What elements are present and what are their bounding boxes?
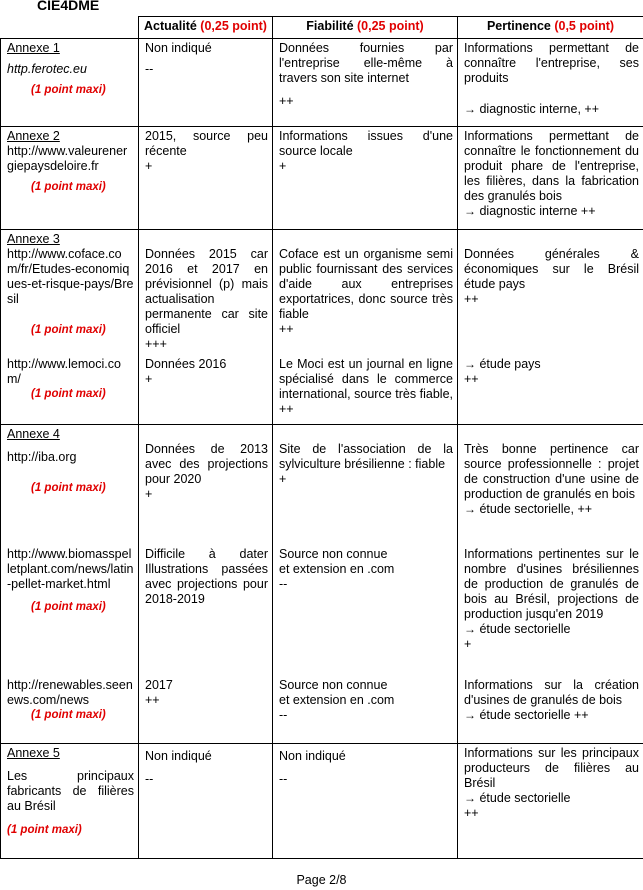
annexe-label: Annexe 3: [7, 232, 60, 246]
arrow-icon: →: [464, 204, 476, 218]
annexe-label: Annexe 4: [7, 427, 60, 441]
pertinence-cell: → étude pays ++: [458, 355, 643, 425]
points-label: (1 point maxi): [31, 181, 106, 193]
document-title: CIE4DME: [37, 0, 100, 13]
annexe-label: Annexe 2: [7, 129, 60, 143]
pertinence-cell: Informations sur la création d'usines de granulés de bois → étude sectorielle ++: [458, 676, 643, 744]
source-url[interactable]: http://www.valeurenergiepaysdeloire.fr: [7, 144, 128, 173]
annexe-label: Annexe 5: [7, 746, 60, 760]
arrow-icon: →: [464, 707, 476, 722]
actualite-cell: 2017 ++: [139, 676, 273, 744]
source-cell: [1, 425, 139, 545]
table-row: [1, 355, 643, 425]
pertinence-cell: Informations permettant de connaître l'entreprise, ses produits → diagnostic interne, ++: [458, 39, 643, 127]
fiabilite-cell: Site de l'association de la sylviculture brésilienne : fiable +: [273, 425, 458, 545]
actualite-cell: Données de 2013 avec des projections pour 2020 +: [139, 425, 273, 545]
arrow-icon: →: [464, 356, 476, 371]
pertinence-cell: Données générales & économiques sur le Brésil étude pays ++: [458, 230, 643, 355]
source-cell: [1, 545, 139, 676]
points-label: (1 point maxi): [7, 824, 82, 836]
annexe-label: Annexe 1: [7, 41, 60, 55]
actualite-cell: Difficile à dater Illustrations passées avec projections pour 2018-2019: [139, 545, 273, 676]
source-url[interactable]: http://www.lemoci.com/: [7, 356, 121, 386]
header-actualite: Actualité (0,25 point): [139, 17, 273, 39]
table-row: [1, 744, 643, 859]
actualite-cell: Non indiqué --: [139, 744, 273, 859]
source-cell: [1, 230, 139, 355]
source-cell: [1, 39, 139, 127]
source-cell: [1, 355, 139, 425]
pertinence-cell: Informations permettant de connaître le fonctionnement du produit phare de l'entreprise, les filières, dans la fabrication des granulés bois → diagnostic interne ++: [458, 127, 643, 230]
table-row: [1, 676, 643, 744]
actualite-cell: Données 2015 car 2016 et 2017 en prévisionnel (p) mais actualisation permanente car site officiel +++: [139, 230, 273, 355]
header-fiabilite: Fiabilité (0,25 point): [273, 17, 458, 39]
page-number: Page 2/8: [296, 873, 347, 887]
points-label: (1 point maxi): [31, 600, 106, 613]
source-url[interactable]: http://www.biomasspelletplant.com/news/latin-pellet-market.html: [7, 546, 134, 591]
source-title: Les principaux fabricants de filières au Brésil: [7, 769, 134, 813]
header-pertinence: Pertinence (0,5 point): [458, 17, 643, 39]
points-label: (1 point maxi): [31, 482, 106, 494]
source-url[interactable]: http://renewables.seenews.com/news: [7, 677, 133, 707]
fiabilite-cell: Le Moci est un journal en ligne spécialisé dans le commerce international, source très fiable, ++: [273, 355, 458, 425]
pertinence-cell: Très bonne pertinence car source professionnelle : projet de construction d'une usine de production de granulés en bois → étude sectorielle, ++: [458, 425, 643, 545]
fiabilite-cell: Coface est un organisme semi public fournissant des services d'aide aux entreprises exportatrices, donc source très fiable ++: [273, 230, 458, 355]
arrow-icon: →: [464, 791, 476, 805]
arrow-icon: →: [464, 102, 476, 116]
pertinence-cell: Informations pertinentes sur le nombre d'usines brésiliennes de production de granulés de bois au Brésil, projections de production jusqu'en 2019 → étude sectorielle +: [458, 545, 643, 676]
points-label: (1 point maxi): [31, 324, 106, 336]
source-cell: [1, 744, 139, 859]
table-row: [1, 545, 643, 676]
actualite-cell: Non indiqué --: [139, 39, 273, 127]
source-url[interactable]: http://www.coface.com/fr/Etudes-economiques-et-risque-pays/Bresil: [7, 247, 134, 306]
fiabilite-cell: Informations issues d'une source locale +: [273, 127, 458, 230]
arrow-icon: →: [464, 502, 476, 516]
table-row: [1, 425, 643, 545]
header-row: [1, 17, 643, 39]
table-row: [1, 39, 643, 127]
arrow-icon: →: [464, 621, 476, 636]
points-label: (1 point maxi): [31, 708, 106, 721]
source-url[interactable]: http.ferotec.eu: [7, 62, 87, 76]
fiabilite-cell: Source non connue et extension en .com --: [273, 545, 458, 676]
fiabilite-cell: Source non connue et extension en .com --: [273, 676, 458, 744]
points-label: (1 point maxi): [31, 387, 106, 400]
pertinence-cell: Informations sur les principaux producteurs de filières au Brésil → étude sectorielle ++: [458, 744, 643, 859]
actualite-cell: 2015, source peu récente +: [139, 127, 273, 230]
source-cell: [1, 676, 139, 744]
evaluation-table: [0, 16, 643, 859]
points-label: (1 point maxi): [31, 84, 106, 96]
source-cell: [1, 127, 139, 230]
table-row: [1, 127, 643, 230]
actualite-cell: Données 2016 +: [139, 355, 273, 425]
fiabilite-cell: Non indiqué --: [273, 744, 458, 859]
header-blank-cell: [1, 17, 139, 39]
fiabilite-cell: Données fournies par l'entreprise elle-même à travers son site internet ++: [273, 39, 458, 127]
source-url[interactable]: http://iba.org: [7, 450, 77, 464]
table-row: [1, 230, 643, 355]
